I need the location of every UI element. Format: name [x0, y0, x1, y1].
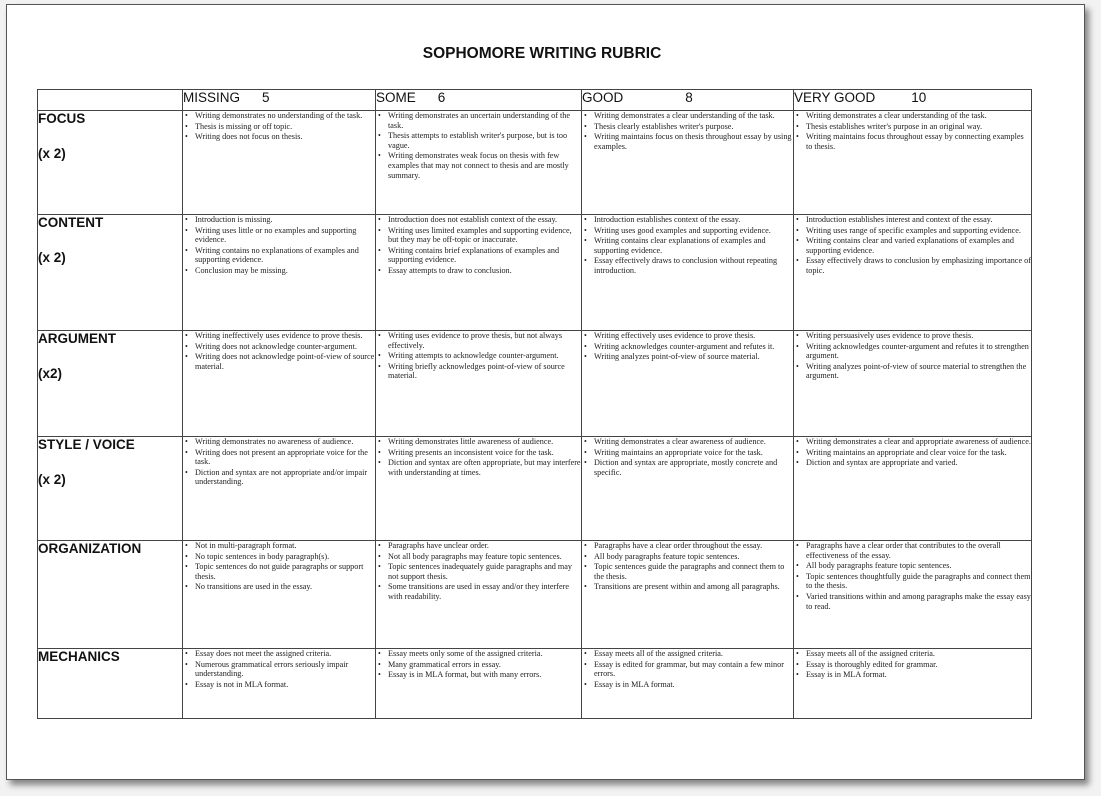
category-multiplier: (x 2) [38, 250, 66, 265]
criteria-item: • Writing demonstrates little awareness of audience. [376, 437, 581, 447]
criteria-item: • Writing contains clear and varied explanations of examples and supporting evidence. [794, 236, 1031, 255]
criteria-item: • Writing presents an inconsistent voice for the task. [376, 448, 581, 458]
criteria-item: • Essay is in MLA format, but with many errors. [376, 670, 581, 680]
criteria-item: • Writing uses evidence to prove thesis, but not always effectively. [376, 331, 581, 350]
criteria-list [582, 541, 793, 592]
criteria-item: • No transitions are used in the essay. [183, 582, 375, 592]
criteria-item: • Paragraphs have a clear order throughout the essay. [582, 541, 793, 551]
criteria-item: • Topic sentences guide the paragraphs and connect them to the thesis. [582, 562, 793, 581]
level-points: 6 [437, 90, 446, 105]
criteria-item: • Essay is thoroughly edited for grammar. [794, 660, 1031, 670]
category-name: ORGANIZATION [38, 541, 142, 556]
rubric-row-mechanics [38, 649, 1032, 719]
criteria-item: • Essay is in MLA format. [582, 680, 793, 690]
category-cell [38, 649, 183, 719]
criteria-item: • Writing does not present an appropriate voice for the task. [183, 448, 375, 467]
criteria-cell-some [376, 111, 582, 215]
criteria-item: • Writing uses range of specific examples and supporting evidence. [794, 226, 1031, 236]
category-cell [38, 437, 183, 541]
criteria-list [183, 215, 375, 276]
category-name: FOCUS [38, 111, 86, 126]
rubric-row-organization [38, 541, 1032, 649]
criteria-item: • Writing demonstrates a clear understanding of the task. [794, 111, 1031, 121]
criteria-cell-some [376, 215, 582, 331]
rubric-row-style-voice [38, 437, 1032, 541]
rubric-page [6, 4, 1085, 780]
criteria-list [582, 437, 793, 477]
criteria-cell-missing [183, 437, 376, 541]
criteria-list [376, 111, 581, 180]
category-cell [38, 215, 183, 331]
criteria-list [794, 541, 1031, 611]
criteria-list [582, 111, 793, 151]
criteria-cell-good [582, 111, 794, 215]
criteria-item: • Writing persuasively uses evidence to prove thesis. [794, 331, 1031, 341]
criteria-item: • Some transitions are used in essay and/or they interfere with readability. [376, 582, 581, 601]
criteria-item: • Thesis establishes writer's purpose in an original way. [794, 122, 1031, 132]
criteria-cell-very-good [794, 331, 1032, 437]
category-name: CONTENT [38, 215, 104, 230]
category-name: MECHANICS [38, 649, 120, 664]
criteria-item: • Writing contains clear explanations of examples and supporting evidence. [582, 236, 793, 255]
criteria-cell-very-good [794, 215, 1032, 331]
criteria-item: • Writing maintains an appropriate and clear voice for the task. [794, 448, 1031, 458]
criteria-list [794, 649, 1031, 680]
criteria-item: • Topic sentences thoughtfully guide the paragraphs and connect them to the thesis. [794, 572, 1031, 591]
criteria-item: • Essay is not in MLA format. [183, 680, 375, 690]
rubric-row-content [38, 215, 1032, 331]
criteria-item: • Essay does not meet the assigned criteria. [183, 649, 375, 659]
category-multiplier: (x 2) [38, 146, 66, 161]
level-points: 10 [911, 90, 927, 105]
criteria-list [582, 331, 793, 362]
criteria-item: • Essay effectively draws to conclusion without repeating introduction. [582, 256, 793, 275]
criteria-item: • Topic sentences inadequately guide paragraphs and may not support thesis. [376, 562, 581, 581]
criteria-item: • Writing briefly acknowledges point-of-view of source material. [376, 362, 581, 381]
criteria-cell-very-good [794, 437, 1032, 541]
criteria-item: • Paragraphs have a clear order that contributes to the overall effectiveness of the essay. [794, 541, 1031, 560]
criteria-list [183, 541, 375, 592]
criteria-item: • Varied transitions within and among paragraphs make the essay easy to read. [794, 592, 1031, 611]
criteria-item: • Paragraphs have unclear order. [376, 541, 581, 551]
criteria-item: • Introduction does not establish context of the essay. [376, 215, 581, 225]
criteria-list [376, 541, 581, 602]
criteria-item: • Essay effectively draws to conclusion by emphasizing importance of topic. [794, 256, 1031, 275]
criteria-item: • Writing demonstrates no understanding of the task. [183, 111, 375, 121]
criteria-cell-some [376, 649, 582, 719]
criteria-item: • Essay attempts to draw to conclusion. [376, 266, 581, 276]
header-corner [38, 90, 183, 111]
criteria-item: • Writing contains no explanations of examples and supporting evidence. [183, 246, 375, 265]
level-label: VERY GOOD [794, 90, 876, 105]
criteria-item: • Writing demonstrates a clear understanding of the task. [582, 111, 793, 121]
criteria-cell-missing [183, 111, 376, 215]
level-label: GOOD [582, 90, 624, 105]
rubric-row-focus [38, 111, 1032, 215]
criteria-item: • Topic sentences do not guide paragraphs or support thesis. [183, 562, 375, 581]
category-cell [38, 331, 183, 437]
category-multiplier: (x 2) [38, 472, 66, 487]
criteria-item: • Writing acknowledges counter-argument and refutes it to strengthen argument. [794, 342, 1031, 361]
category-multiplier: (x2) [38, 366, 63, 381]
criteria-cell-good [582, 437, 794, 541]
criteria-item: • Writing analyzes point-of-view of source material. [582, 352, 793, 362]
criteria-item: • Diction and syntax are often appropriate, but may interfere with understanding at times. [376, 458, 581, 477]
criteria-item: • Writing attempts to acknowledge counter-argument. [376, 351, 581, 361]
criteria-item: • Writing uses little or no examples and supporting evidence. [183, 226, 375, 245]
criteria-list [376, 649, 581, 680]
criteria-item: • Writing demonstrates a clear and appropriate awareness of audience. [794, 437, 1031, 447]
criteria-item: • Writing contains brief explanations of examples and supporting evidence. [376, 246, 581, 265]
criteria-list [794, 111, 1031, 151]
criteria-cell-good [582, 541, 794, 649]
criteria-cell-missing [183, 649, 376, 719]
criteria-list [183, 649, 375, 689]
criteria-item: • Many grammatical errors in essay. [376, 660, 581, 670]
level-header-missing [183, 90, 376, 111]
category-name: ARGUMENT [38, 331, 116, 346]
criteria-item: • Diction and syntax are appropriate and varied. [794, 458, 1031, 468]
criteria-item: • Writing maintains focus on thesis throughout essay by using examples. [582, 132, 793, 151]
criteria-cell-very-good [794, 111, 1032, 215]
criteria-item: • Writing demonstrates an uncertain understanding of the task. [376, 111, 581, 130]
criteria-cell-good [582, 215, 794, 331]
criteria-cell-missing [183, 541, 376, 649]
criteria-item: • Writing demonstrates no awareness of audience. [183, 437, 375, 447]
criteria-item: • Transitions are present within and among all paragraphs. [582, 582, 793, 592]
level-points: 5 [262, 90, 270, 105]
criteria-item: • Essay meets all of the assigned criteria. [794, 649, 1031, 659]
criteria-item: • Writing does not focus on thesis. [183, 132, 375, 142]
criteria-item: • Essay is in MLA format. [794, 670, 1031, 680]
criteria-item: • Introduction establishes context of the essay. [582, 215, 793, 225]
criteria-item: • Writing acknowledges counter-argument and refutes it. [582, 342, 793, 352]
criteria-item: • Writing ineffectively uses evidence to prove thesis. [183, 331, 375, 341]
criteria-cell-good [582, 331, 794, 437]
criteria-item: • Writing does not acknowledge point-of-view of source material. [183, 352, 375, 371]
criteria-cell-very-good [794, 541, 1032, 649]
criteria-item: • Writing analyzes point-of-view of source material to strengthen the argument. [794, 362, 1031, 381]
criteria-list [582, 649, 793, 689]
level-header-very-good [794, 90, 1032, 111]
criteria-list [794, 331, 1031, 381]
criteria-item: • Writing effectively uses evidence to prove thesis. [582, 331, 793, 341]
level-points: 8 [685, 90, 693, 105]
criteria-item: • Writing demonstrates a clear awareness of audience. [582, 437, 793, 447]
criteria-item: • Thesis attempts to establish writer's purpose, but is too vague. [376, 131, 581, 150]
criteria-item: • Numerous grammatical errors seriously impair understanding. [183, 660, 375, 679]
criteria-item: • Writing maintains focus throughout essay by connecting examples to thesis. [794, 132, 1031, 151]
criteria-cell-some [376, 437, 582, 541]
criteria-cell-missing [183, 331, 376, 437]
criteria-item: • No topic sentences in body paragraph(s). [183, 552, 375, 562]
criteria-cell-some [376, 541, 582, 649]
criteria-list [794, 437, 1031, 468]
criteria-item: • Conclusion may be missing. [183, 266, 375, 276]
criteria-item: • Introduction establishes interest and context of the essay. [794, 215, 1031, 225]
criteria-list [183, 331, 375, 371]
criteria-list [376, 331, 581, 381]
level-label: SOME [376, 90, 416, 105]
category-cell [38, 541, 183, 649]
criteria-cell-good [582, 649, 794, 719]
rubric-table [37, 89, 1032, 719]
criteria-list [376, 437, 581, 477]
category-cell [38, 111, 183, 215]
rubric-row-argument [38, 331, 1032, 437]
criteria-list [582, 215, 793, 276]
criteria-item: • Thesis is missing or off topic. [183, 122, 375, 132]
page-title: SOPHOMORE WRITING RUBRIC [422, 45, 662, 62]
criteria-cell-very-good [794, 649, 1032, 719]
criteria-item: • Diction and syntax are appropriate, mostly concrete and specific. [582, 458, 793, 477]
criteria-item: • All body paragraphs feature topic sentences. [794, 561, 1031, 571]
criteria-item: • Writing uses limited examples and supporting evidence, but they may be off-topic or inaccurate. [376, 226, 581, 245]
criteria-item: • Essay meets only some of the assigned criteria. [376, 649, 581, 659]
criteria-item: • Writing uses good examples and supporting evidence. [582, 226, 793, 236]
criteria-item: • Essay meets all of the assigned criteria. [582, 649, 793, 659]
criteria-item: • Writing demonstrates weak focus on thesis with few examples that may not connect to thesis and are mostly summary. [376, 151, 581, 180]
criteria-item: • Not in multi-paragraph format. [183, 541, 375, 551]
criteria-item: • Not all body paragraphs may feature topic sentences. [376, 552, 581, 562]
level-label: MISSING [183, 90, 241, 105]
level-header-good [582, 90, 794, 111]
criteria-cell-some [376, 331, 582, 437]
criteria-list [183, 437, 375, 487]
criteria-list [376, 215, 581, 276]
criteria-cell-missing [183, 215, 376, 331]
level-header-some [376, 90, 582, 111]
category-name: STYLE / VOICE [38, 437, 135, 452]
criteria-item: • Essay is edited for grammar, but may contain a few minor errors. [582, 660, 793, 679]
criteria-item: • All body paragraphs feature topic sentences. [582, 552, 793, 562]
criteria-list [794, 215, 1031, 276]
criteria-item: • Diction and syntax are not appropriate and/or impair understanding. [183, 468, 375, 487]
criteria-item: • Writing does not acknowledge counter-argument. [183, 342, 375, 352]
criteria-item: • Introduction is missing. [183, 215, 375, 225]
criteria-item: • Writing maintains an appropriate voice for the task. [582, 448, 793, 458]
criteria-list [183, 111, 375, 142]
criteria-item: • Thesis clearly establishes writer's purpose. [582, 122, 793, 132]
header-row [38, 90, 1032, 111]
rubric-body [38, 111, 1032, 719]
